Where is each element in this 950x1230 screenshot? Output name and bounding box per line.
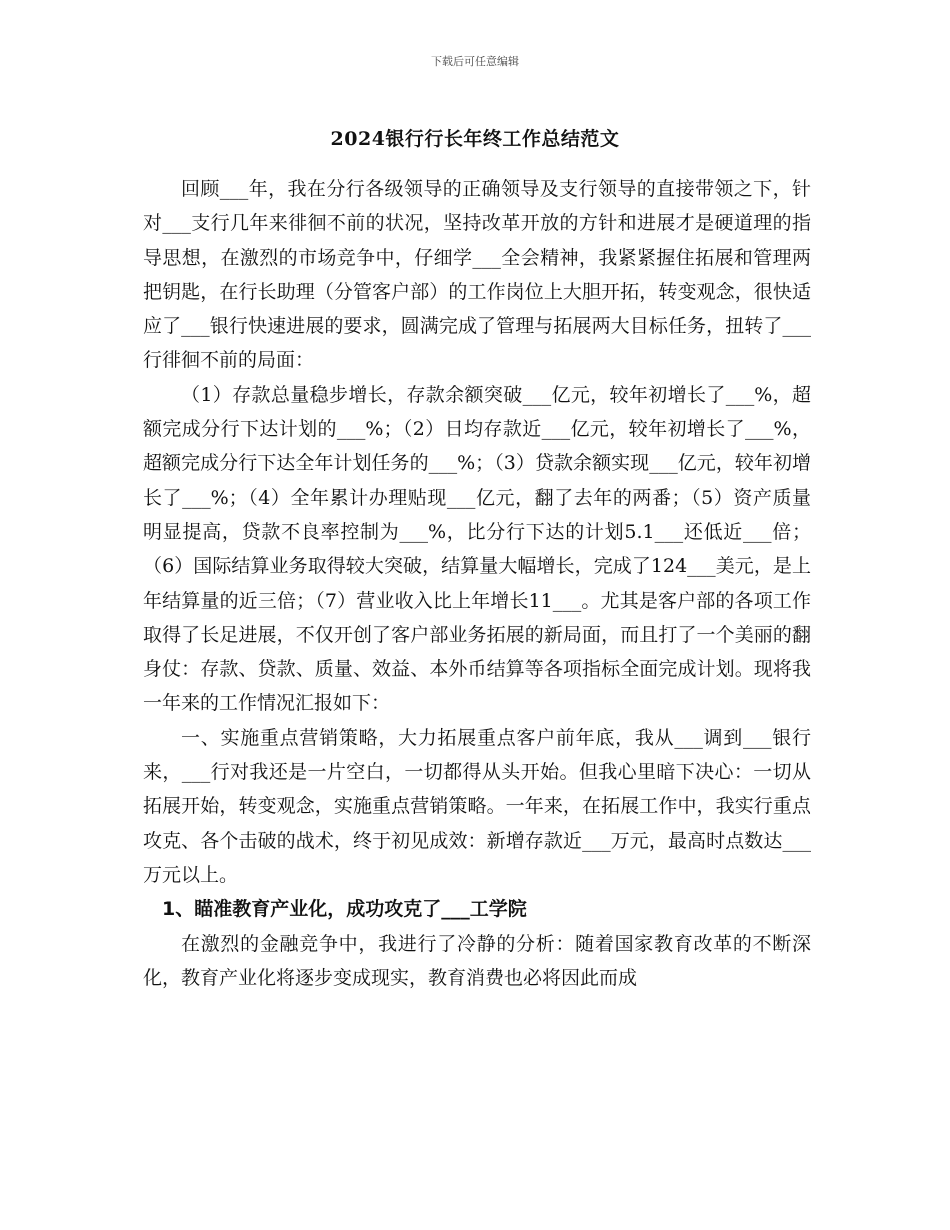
subheading: 1、瞄准教育产业化，成功攻克了___工学院: [162, 898, 527, 921]
paragraph-intro: 回顾___年，我在分行各级领导的正确领导及支行领导的直接带领之下，针对___支行几年来徘徊不前的状况，坚持改革开放的方针和进展才是硬道理的指导思想，在激烈的市场竞争中，仔细学___全会精神，我紧紧握住拓展和管理两把钥匙，在行长助理（分管客户部）的工作岗位上大胆开拓，转变观念，很快适应了___银行快速进展的要求，圆满完成了管理与拓展两大目标任务，扭转了___行徘徊不前的局面：: [143, 178, 811, 372]
document-body: [143, 172, 811, 995]
paragraph-final: 在激烈的金融竞争中，我进行了冷静的分析：随着国家教育改革的不断深化，教育产业化将逐步变成现实，教育消费也必将因此而成: [143, 932, 811, 989]
paragraph-section-one: 一、实施重点营销策略，大力拓展重点客户前年底，我从___调到___银行来，___行对我还是一片空白，一切都得从头开始。但我心里暗下决心：一切从拓展开始，转变观念，实施重点营销策略。一年来，在拓展工作中，我实行重点攻克、各个击破的战术，终于初见成效：新增存款近___万元，最高时点数达___万元以上。: [143, 726, 811, 886]
header-note: 下载后可任意编辑: [431, 55, 519, 68]
document-title: 2024银行行长年终工作总结范文: [330, 128, 620, 150]
paragraph-results: （1）存款总量稳步增长，存款余额突破___亿元，较年初增长了___%，超额完成分行下达计划的___%；（2）日均存款近___亿元，较年初增长了___%，超额完成分行下达全年计划任务的___%；（3）贷款余额实现___亿元，较年初增长了___%；（4）全年累计办理贴现___亿元，翻了去年的两番；（5）资产质量明显提高，贷款不良率控制为___%，比分行下达的计划5.1___还低近___倍；（6）国际结算业务取得较大突破，结算量大幅增长，完成了124___美元，是上年结算量的近三倍；（7）营业收入比上年增长11___。尤其是客户部的各项工作取得了长足进展，不仅开创了客户部业务拓展的新局面，而且打了一个美丽的翻身仗：存款、贷款、质量、效益、本外币结算等各项指标全面完成计划。现将我一年来的工作情况汇报如下：: [143, 383, 811, 715]
